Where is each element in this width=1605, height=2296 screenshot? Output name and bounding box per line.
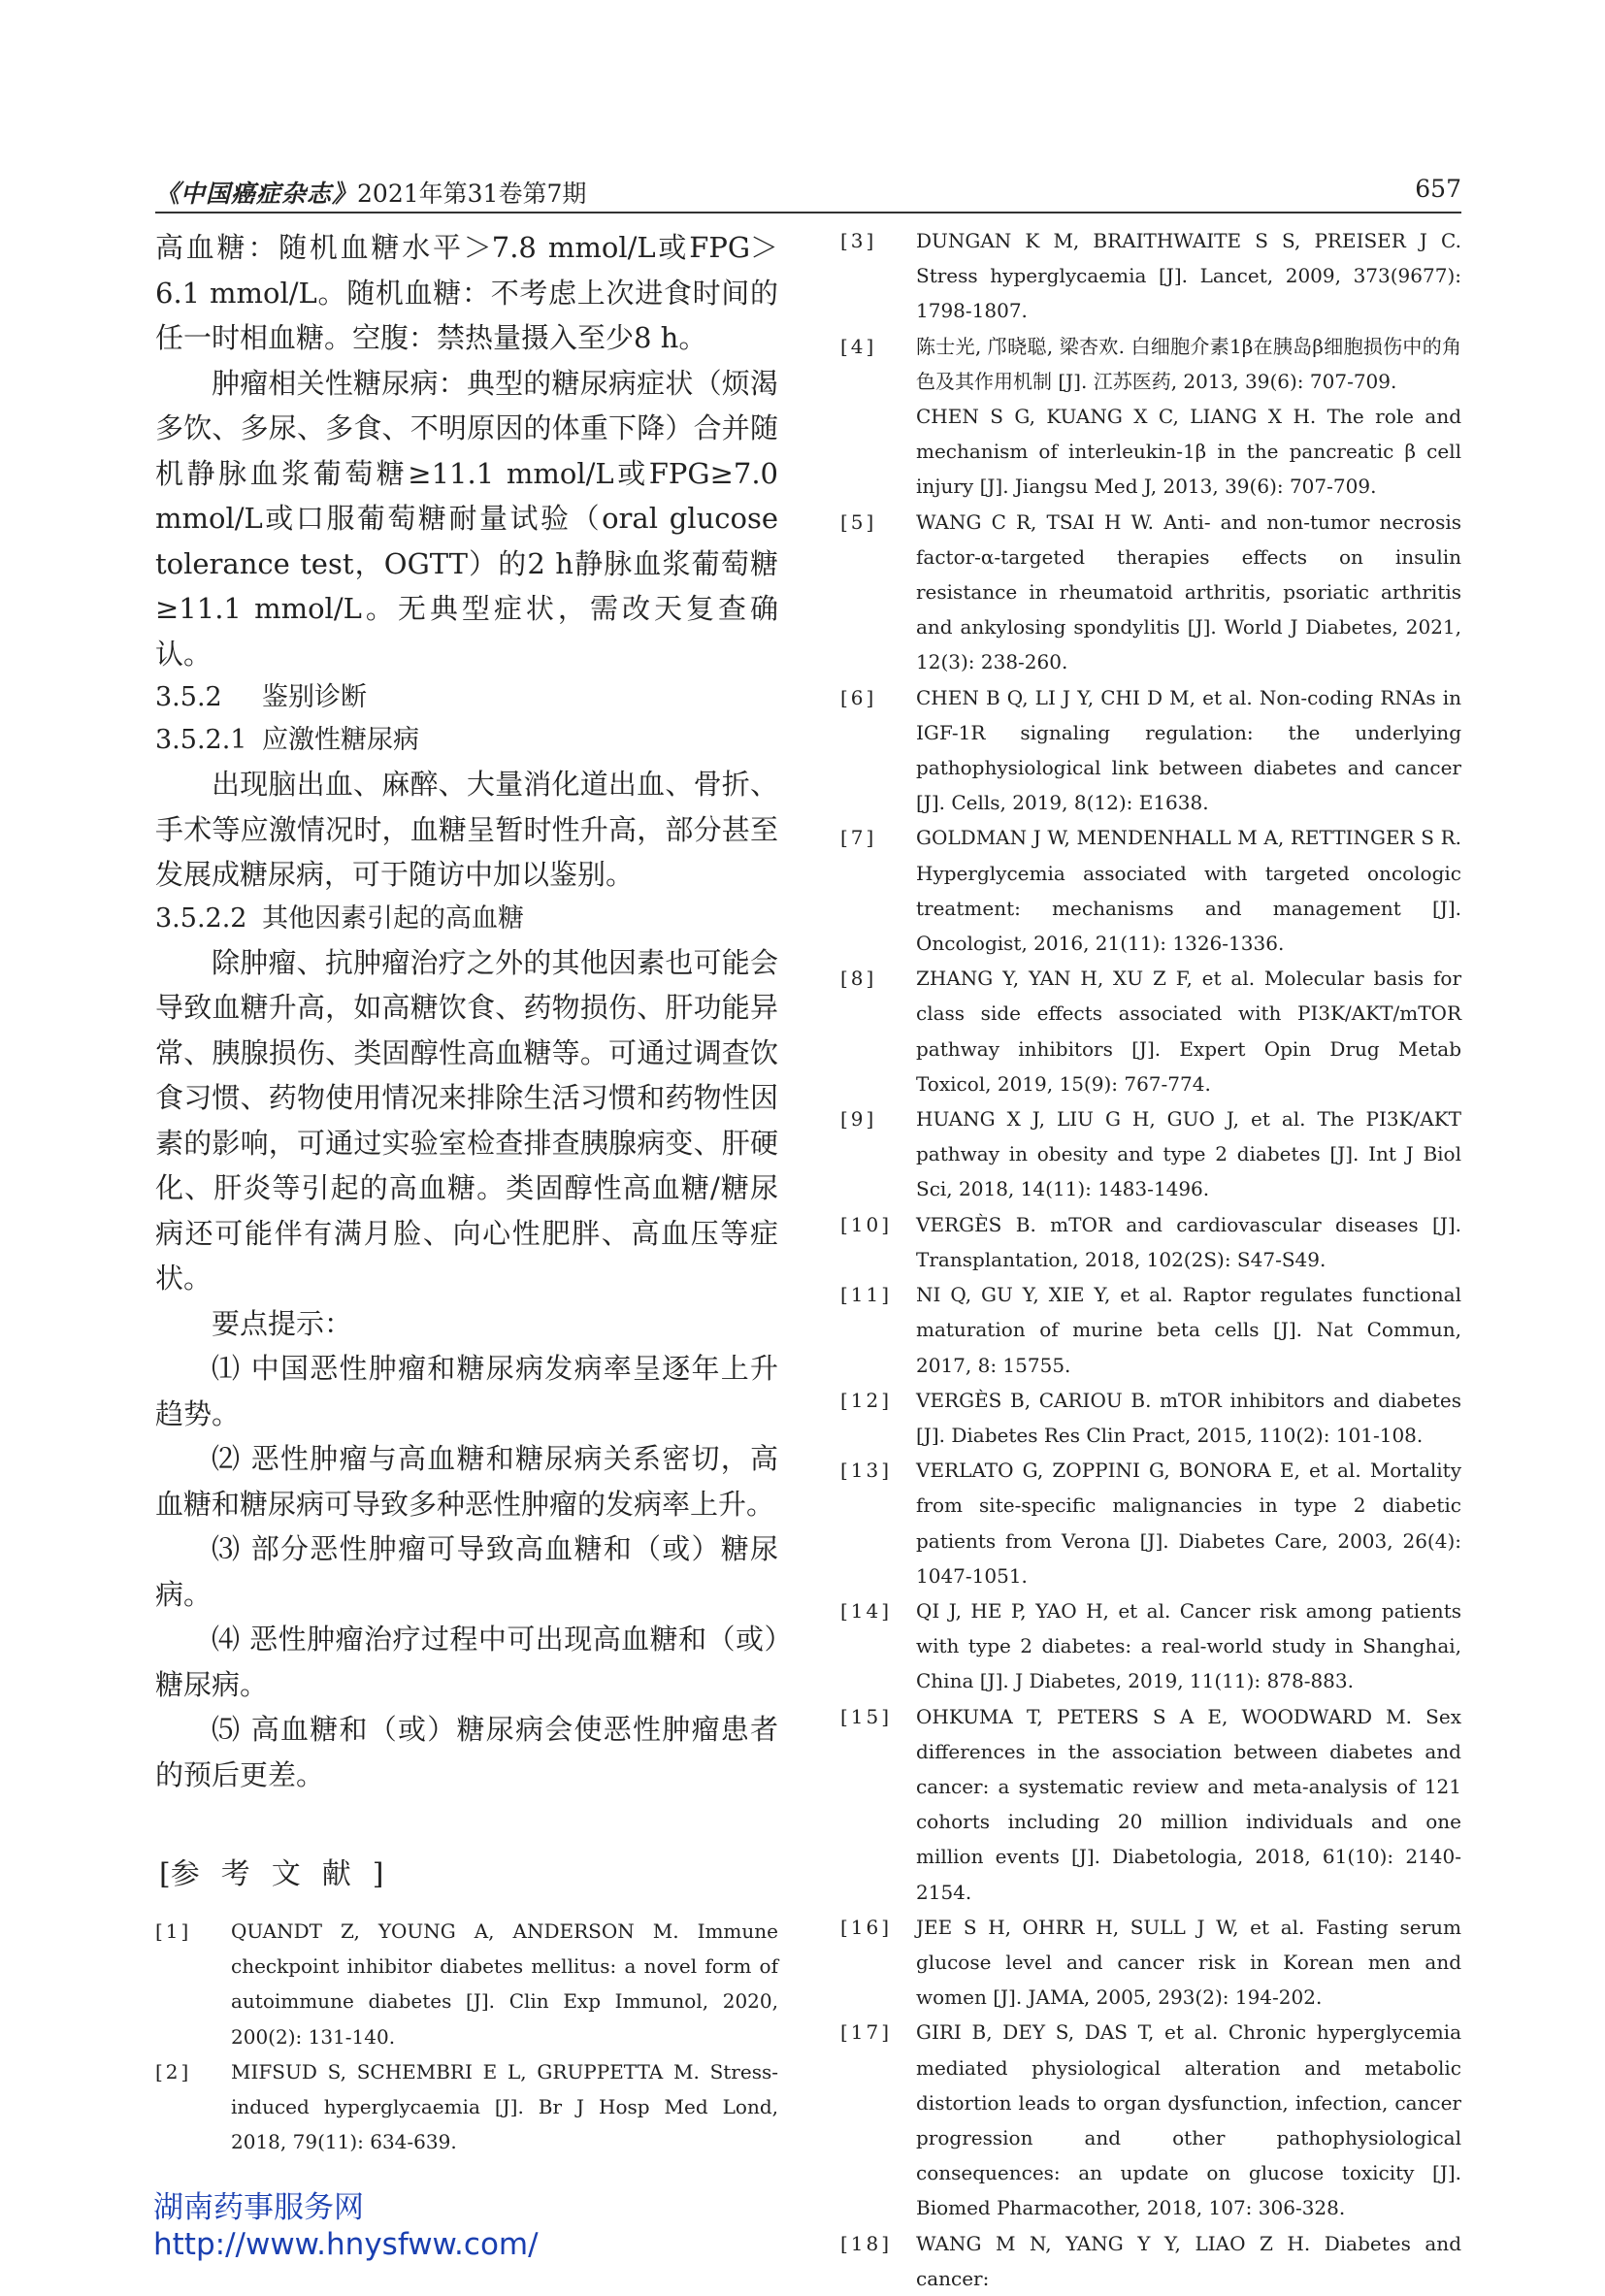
reference-number: [15] [840,1704,893,1728]
left-column [155,225,778,2159]
section-heading-differential-diagnosis [155,676,778,719]
reference-item [840,1277,1461,1383]
reference-text: DUNGAN K M, BRAITHWAITE S S, PREISER J C. Stress hyperglycaemia [J]. Lancet, 2009, 373(9677): 1798-1807. [916,229,1461,323]
reference-text: WANG M N, YANG Y Y, LIAO Z H. Diabetes and cancer: [916,2231,1461,2290]
right-column [840,223,1461,2296]
references-title: 参考文献 [170,1857,373,1891]
reference-text: NI Q, GU Y, XIE Y, et al. Raptor regulates functional maturation of murine beta cells [J]. Nat Commun, 2017, 8: 15755. [916,1283,1461,1377]
reference-number: [18] [840,2231,893,2255]
reference-text: ZHANG Y, YAN H, XU Z F, et al. Molecular basis for class side effects associated with PI3K/AKT/mTOR pathway inhibitors [J]. Expert Opin Drug Metab Toxicol, 2019, 15(9): 767-774. [916,967,1461,1096]
bracket-close: ] [372,1857,384,1891]
running-header [155,173,1461,213]
reference-item [840,223,1461,329]
reference-text: GIRI B, DEY S, DAS T, et al. Chronic hyperglycemia mediated physiological alteration and metabolic distortion leads to organ dysfunction, infection, cancer progression and other pathophysiological consequences: an update on glucose toxicity [J]. Biomed Pharmacother, 2018, 107: 306-328. [916,2020,1461,2220]
reference-number: [10] [840,1212,893,1236]
reference-text: HUANG X J, LIU G H, GUO J, et al. The PI3K/AKT pathway in obesity and type 2 diabetes [J]. Int J Biol Sci, 2018, 14(11): 1483-1496. [916,1107,1461,1201]
reference-text: VERLATO G, ZOPPINI G, BONORA E, et al. Mortality from site-specific malignancies in type 2 diabetic patients from Verona [J]. Diabetes Care, 2003, 26(4): 1047-1051. [916,1459,1461,1588]
reference-item [840,329,1461,505]
reference-number: [5] [840,509,877,534]
reference-item [840,2015,1461,2225]
reference-number: [12] [840,1388,893,1412]
reference-text: JEE S H, OHRR H, SULL J W, et al. Fasting serum glucose level and cancer risk in Korean men and women [J]. JAMA, 2005, 293(2): 194-202. [916,1915,1461,2010]
subsection-number: 3.5.2.2 [155,902,247,934]
reference-item [840,1101,1461,1207]
body-paragraph-stress-diabetes: 出现脑出血、麻醉、大量消化道出血、骨折、手术等应激情况时，血糖呈暂时性升高，部分甚至发展成糖尿病，可于随访中加以鉴别。 [155,768,778,891]
reference-number: [16] [840,1915,893,1939]
section-title: 鉴别诊断 [262,682,367,712]
reference-text: MIFSUD S, SCHEMBRI E L, GRUPPETTA M. Stress-induced hyperglycaemia [J]. Br J Hosp Med Lond, 2018, 79(11): 634-639. [231,2059,778,2154]
reference-text: QUANDT Z, YOUNG A, ANDERSON M. Immune checkpoint inhibitor diabetes mellitus: a novel form of autoimmune diabetes [J]. Clin Exp Immunol, 2020, 200(2): 131-140. [231,1919,778,2049]
reference-number: [11] [840,1283,893,1307]
reference-item [155,2054,778,2160]
subsection-title: 应激性糖尿病 [262,725,419,755]
website-watermark [153,2189,539,2263]
reference-text: OHKUMA T, PETERS S A E, WOODWARD M. Sex differences in the association between diabetes and cancer: a systematic review and meta-analysis of 121 cohorts including 20 million individuals and one million events [J]. Diabetologia, 2018, 61(10): 2140-2154. [916,1704,1461,1904]
subsection-heading-stress-diabetes [155,719,778,762]
reference-text-chinese: 陈士光, 邝晓聪, 梁杏欢. 白细胞介素1β在胰岛β细胞损伤中的角色及其作用机制 [J]. 江苏医药, 2013, 39(6): 707-709. [916,334,1461,393]
reference-number: [9] [840,1107,877,1132]
reference-text-english: CHEN S G, KUANG X C, LIANG X H. The role and mechanism of interleukin-1β in the pancreatic β cell injury [J]. Jiangsu Med J, 2013, 39(6): 707-709. [916,405,1461,499]
journal-name: 《中国癌症杂志》 [155,180,358,208]
reference-item [840,1453,1461,1593]
key-point-2: ⑵ 恶性肿瘤与高血糖和糖尿病关系密切，高血糖和糖尿病可导致多种恶性肿瘤的发病率上升。 [155,1442,778,1521]
reference-number: [13] [840,1459,893,1483]
references-heading [159,1857,778,1892]
reference-item [840,1593,1461,1699]
subsection-number: 3.5.2.1 [155,725,247,755]
section-number: 3.5.2 [155,682,222,712]
key-points-title: 要点提示： [212,1306,353,1340]
reference-item [840,1383,1461,1453]
watermark-site-name: 湖南药事服务网 [153,2190,364,2225]
watermark-url-link[interactable]: http://www.hnysfww.com/ [153,2227,539,2262]
reference-item [840,1699,1461,1910]
reference-number: [14] [840,1598,893,1623]
key-point-4: ⑷ 恶性肿瘤治疗过程中可出现高血糖和（或）糖尿病。 [155,1623,778,1701]
key-point-1: ⑴ 中国恶性肿瘤和糖尿病发病率呈逐年上升趋势。 [155,1352,778,1430]
journal-issue: 2021年第31卷第7期 [357,180,587,208]
reference-item [840,505,1461,680]
reference-number: [3] [840,229,877,252]
reference-item [840,820,1461,961]
body-paragraph-other-causes: 除肿瘤、抗肿瘤治疗之外的其他因素也可能会导致血糖升高，如高糖饮食、药物损伤、肝功能异常、胰腺损伤、类固醇性高血糖等。可通过调查饮食习惯、药物使用情况来排除生活习惯和药物性因素的影响，可通过实验室检查排查胰腺病变、肝硬化、肝炎等引起的高血糖。类固醇性高血糖/糖尿病还可能伴有满月脸、向心性肥胖、高血压等症状。 [155,945,778,1295]
reference-number: [4] [840,334,877,358]
reference-text: WANG C R, TSAI H W. Anti- and non-tumor necrosis factor-α-targeted therapies effects on insulin resistance in rheumatoid arthritis, psoriatic arthritis and ankylosing spondylitis [J]. World J Diabetes, 2021, 12(3): 238-260. [916,509,1461,674]
reference-number: [8] [840,967,877,991]
reference-item [840,961,1461,1101]
bracket-open: [ [159,1857,171,1891]
reference-item [840,2226,1461,2296]
subsection-heading-other-causes [155,898,778,940]
reference-text: GOLDMAN J W, MENDENHALL M A, RETTINGER S R. Hyperglycemia associated with targeted oncologic treatment: mechanisms and management [J]. Oncologist, 2016, 21(11): 1326-1336. [916,826,1461,956]
reference-number: [1] [155,1919,192,1943]
reference-item [840,1910,1461,2016]
reference-number: [2] [155,2059,192,2083]
reference-item [155,1914,778,2054]
reference-number: [6] [840,685,877,709]
reference-text: VERGÈS B, CARIOU B. mTOR inhibitors and diabetes [J]. Diabetes Res Clin Pract, 2015, 110(2): 101-108. [916,1388,1461,1447]
page-number: 657 [1415,175,1461,203]
reference-item [840,1207,1461,1277]
reference-number: [7] [840,826,877,850]
body-paragraph-hyperglycemia-definition: 高血糖：随机血糖水平＞7.8 mmol/L或FPG＞6.1 mmol/L。随机血糖：不考虑上次进食时间的任一时相血糖。空腹：禁热量摄入至少8 h。 [155,231,778,354]
reference-text: VERGÈS B. mTOR and cardiovascular diseases [J]. Transplantation, 2018, 102(2S): S47-S49. [916,1212,1461,1271]
body-paragraph-tumor-diabetes-definition: 肿瘤相关性糖尿病：典型的糖尿病症状（烦渴多饮、多尿、多食、不明原因的体重下降）合并随机静脉血浆葡萄糖≥11.1 mmol/L或FPG≥7.0 mmol/L或口服葡萄糖耐量试验（oral glucose tolerance test，OGTT）的2 h静脉血浆葡萄糖≥11.1 mmol/L。无典型症状，需改天复查确认。 [155,366,778,671]
reference-text: QI J, HE P, YAO H, et al. Cancer risk among patients with type 2 diabetes: a real-world study in Shanghai, China [J]. J Diabetes, 2019, 11(11): 878-883. [916,1598,1461,1693]
key-point-3: ⑶ 部分恶性肿瘤可导致高血糖和（或）糖尿病。 [155,1532,778,1611]
reference-item [840,680,1461,821]
subsection-title: 其他因素引起的高血糖 [262,902,524,934]
key-point-5: ⑸ 高血糖和（或）糖尿病会使恶性肿瘤患者的预后更差。 [155,1713,778,1791]
journal-citation [155,175,586,210]
reference-number: [17] [840,2020,893,2045]
reference-text: CHEN B Q, LI J Y, CHI D M, et al. Non-coding RNAs in IGF-1R signaling regulation: the underlying pathophysiological link between diabetes and cancer [J]. Cells, 2019, 8(12): E1638. [916,685,1461,815]
